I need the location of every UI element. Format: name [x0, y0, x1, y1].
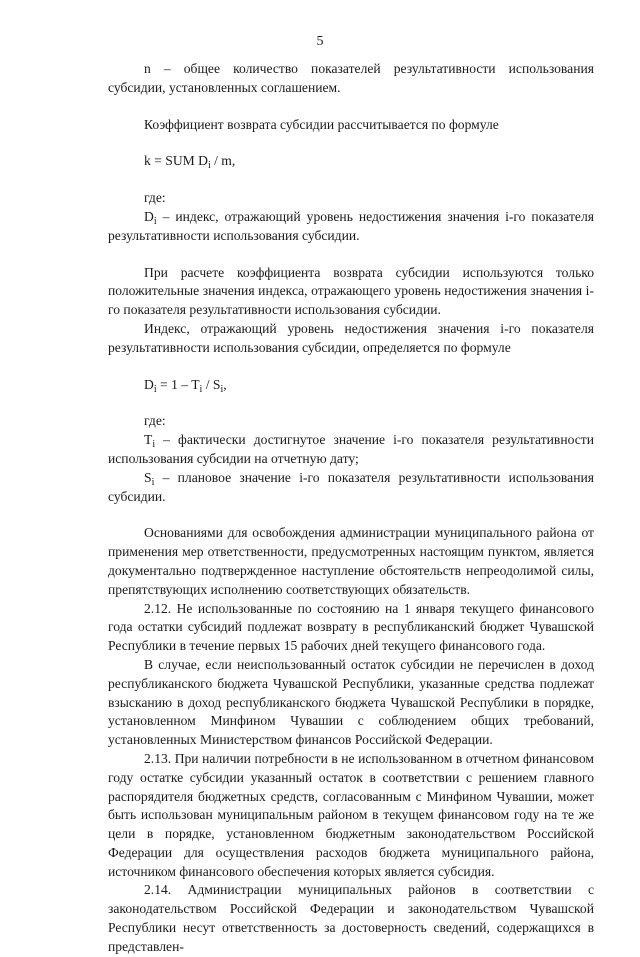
- paragraph-where-1: где:: [144, 190, 166, 206]
- formula-d-s-subscript: i: [220, 383, 224, 395]
- formula-d-s: / S: [202, 376, 221, 392]
- paragraph-positive-values: При расчете коэффициента возврата субсидии используются только положительные значения индекса, отражающего уровень недостижения значения i-го показателя результативности использования субсидии.: [108, 264, 594, 318]
- symbol-t: T: [144, 432, 153, 448]
- formula-d-lhs-subscript: i: [153, 383, 157, 395]
- paragraph-s-definition: [108, 469, 594, 507]
- symbol-s: S: [144, 469, 152, 485]
- paragraph-2-14: 2.14. Администрации муниципальных районов в соответствии с законодательством Российской Федерации и законодательством Чувашской Республики несут ответственность за достоверность сведений, содержащихся в представлен-: [108, 882, 594, 954]
- formula-d-lhs: D: [144, 376, 154, 392]
- symbol-t-subscript: i: [152, 439, 156, 451]
- spacer: [108, 98, 594, 116]
- paragraph-k-intro: Коэффициент возврата субсидии рассчитывается по формуле: [144, 116, 499, 132]
- paragraph-grounds: Основаниями для освобождения администрации муниципального района от применения мер ответственности, предусмотренных настоящим пунктом, является документально подтвержденное наступление обстоятельств непреодолимой силы, препятствующих исполнению соответствующих обязательств.: [108, 525, 594, 597]
- symbol-d: D: [144, 208, 154, 224]
- paragraph-2-12: 2.12. Не использованные по состоянию на 1 января текущего финансового года остатки субсидий подлежат возврату в республиканский бюджет Чувашской Республики в течение первых 15 рабочих дней текущего финансового года.: [108, 600, 594, 654]
- formula-k-subscript: i: [207, 160, 211, 172]
- spacer: [108, 246, 594, 264]
- spacer: [108, 506, 594, 524]
- paragraph-t-definition: [108, 431, 594, 469]
- paragraph-where-2: где:: [144, 413, 166, 429]
- symbol-s-subscript: i: [151, 476, 155, 488]
- paragraph-d-definition: [108, 208, 594, 246]
- paragraph-2-13: 2.13. При наличии потребности в не использованном в отчетном финансовом году остатке субсидии указанный остаток в соответствии с решением главного распорядителя бюджетных средств, согласованным с Минфином Чувашии, может быть использован муниципальным районом в текущем финансовом году на те же цели в порядке, установленном бюджетным законодательством Российской Федерации для осуществления расходов бюджета муниципального района, источником финансового обеспечения которых является субсидия.: [108, 750, 594, 879]
- spacer: [108, 394, 594, 412]
- d-definition-text: – индекс, отражающий уровень недостижения значения i-го показателя результативности использования субсидии.: [108, 208, 594, 243]
- formula-k-lhs: k = SUM D: [144, 153, 208, 169]
- spacer: [108, 134, 594, 152]
- formula-k: [108, 152, 594, 171]
- formula-d-end: ,: [223, 376, 227, 392]
- t-definition-text: – фактически достигнутое значение i-го показателя результативности использования субсидии на отчетную дату;: [108, 432, 594, 466]
- page-number: 5: [316, 34, 324, 49]
- spacer: [108, 358, 594, 376]
- formula-k-rhs: / m,: [210, 153, 236, 169]
- paragraph-d-intro: Индекс, отражающий уровень недостижения значения i-го показателя результативности использования субсидии, определяется по формуле: [108, 320, 594, 355]
- paragraph-n-definition: n – общее количество показателей результативности использования субсидии, установленных соглашением.: [108, 61, 594, 95]
- spacer: [108, 171, 594, 189]
- formula-d-t-subscript: i: [199, 383, 203, 395]
- formula-d: [108, 376, 594, 395]
- s-definition-text: – плановое значение i-го показателя результативности использования субсидии.: [108, 469, 594, 504]
- formula-d-t: = 1 – T: [156, 376, 200, 392]
- paragraph-2-12-b: В случае, если неиспользованный остаток субсидии не перечислен в доход республиканского бюджета Чувашской Республики, указанные средства подлежат взысканию в доход республиканского бюджета Чувашской Республики в порядке, установленном Минфином Чувашии с соблюдением общих требований, установленных Министерством финансов Российской Федерации.: [108, 656, 594, 748]
- symbol-d-subscript: i: [153, 215, 157, 227]
- document-body: [108, 60, 594, 957]
